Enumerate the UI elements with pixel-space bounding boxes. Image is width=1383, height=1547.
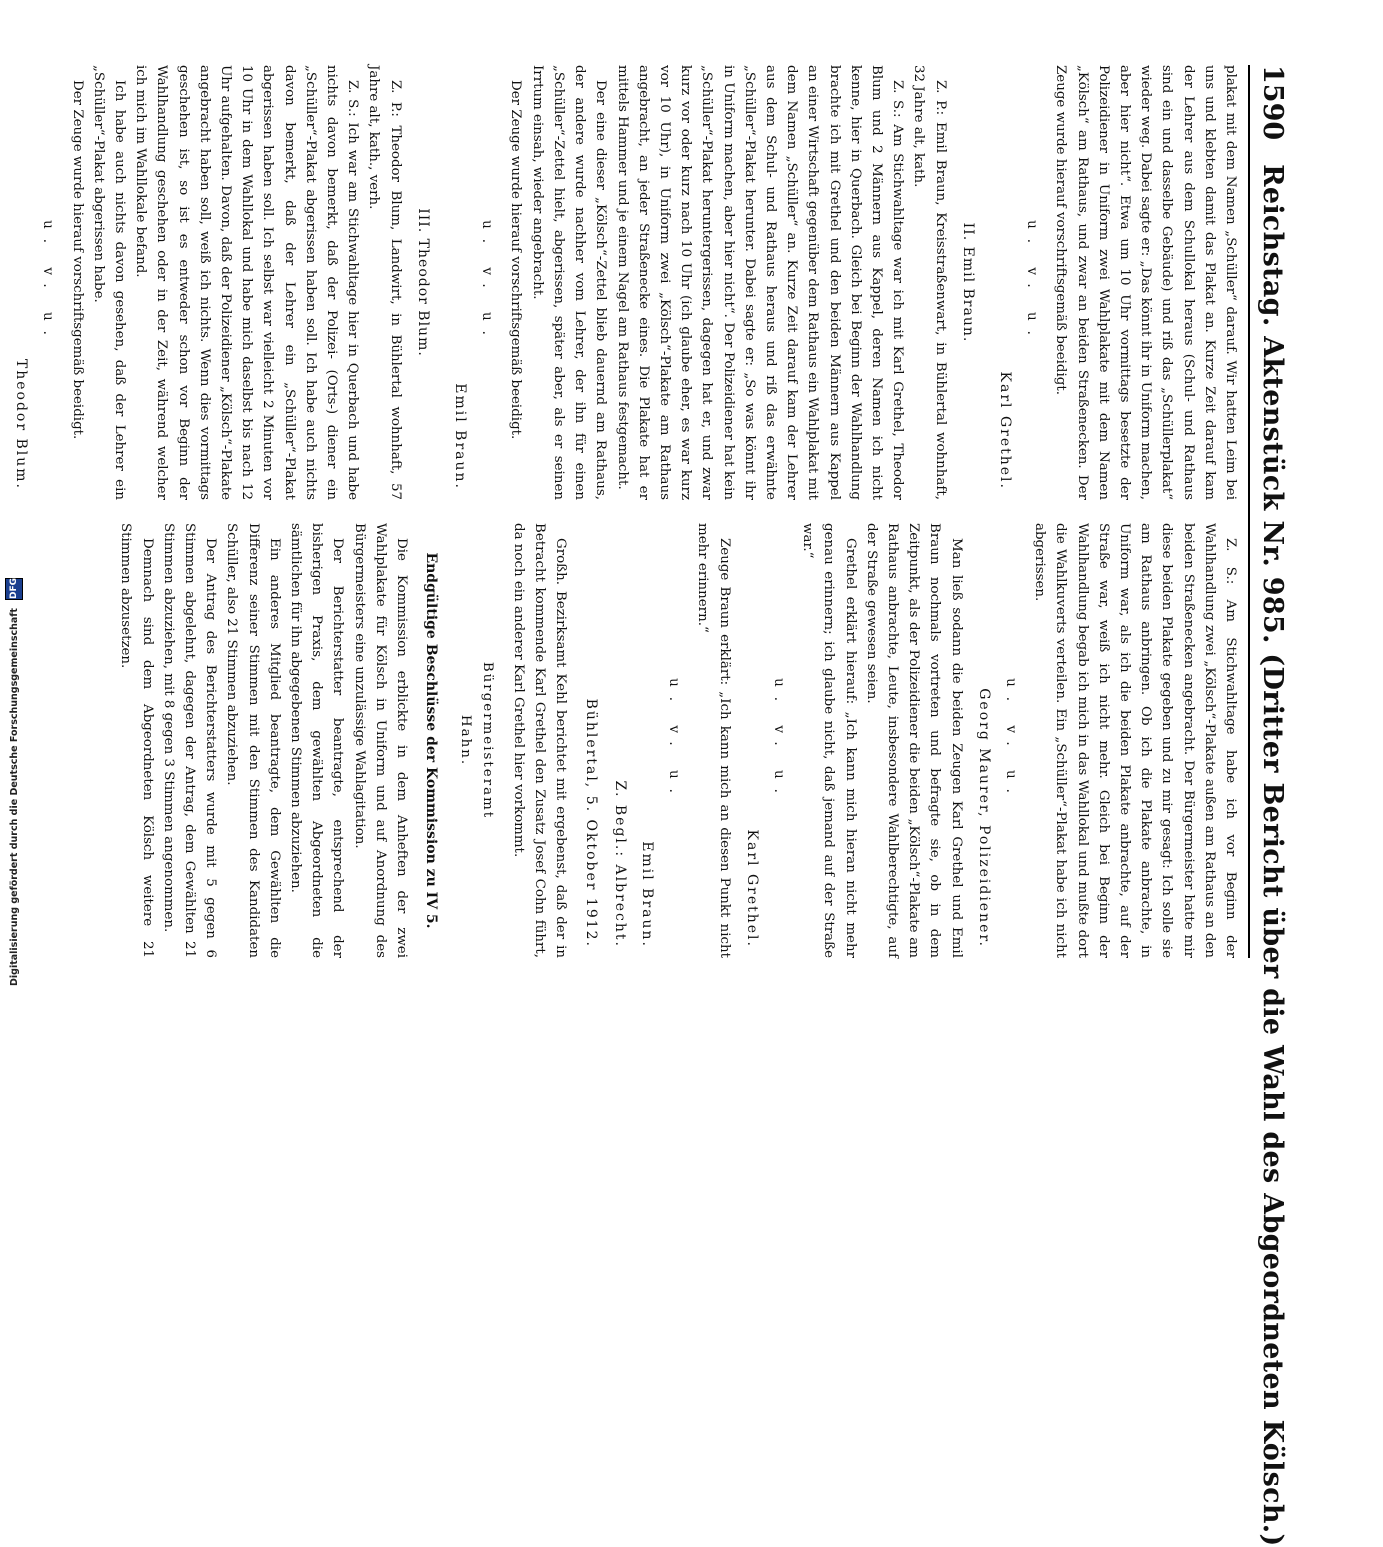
paragraph: plakat mit dem Namen „Schüller“ darauf. Wir hatten Leim bei uns und klebten damit das Plakat an. Kurze Zeit darauf kam der Lehrer aus dem Schullokal heraus (Schul- und Rathaus sind ein und dasselbe Gebäude) und riß das „Schüllerplakat“ wieder weg. Dabei sagte er: „Das könnt ihr in Uniform machen, aber hier nicht“. Etwa um 10 Uhr vormittags besetzte der Polizeidiener in Uniform zwei Wahlplakate mit dem Namen „Kölsch“ am Rathaus, und zwar an beiden Straßenecken. Der Zeuge wurde hierauf vorschriftsgemäß beeidigt. <box>1053 65 1238 500</box>
paragraph: Der Zeuge wurde hierauf vorschriftsgemäß beeidigt. <box>508 80 524 440</box>
paragraph: Zeuge Braun erklärt: „Ich kann mich an diesen Punkt nicht mehr erinnern.“ <box>695 523 732 958</box>
page-header <box>1255 65 1291 1547</box>
footer-credit-strip <box>0 0 30 1000</box>
witness-signature: Karl Grethel. <box>743 829 760 948</box>
paragraph: Z. P.: Emil Braun, Kreisstraßenwart, in Bühlertal wohnhaft, 32 Jahre alt, kath. <box>911 65 948 500</box>
paragraph: Ein anderes Mitglied beantragte, dem Gewählten die Differenz seiner Stimmen mit den Stimmen des Kandidaten Schüller, also 21 Stimmen abzuziehen. <box>224 523 282 958</box>
header-rule <box>1248 65 1250 958</box>
paragraph: Z. S.: Am Stichwahltage habe ich vor Beginn der Wahlhandlung zwei „Kölsch“-Plakate außen am Rathaus an den beiden Straßenecken angebracht. Der Bürgermeister hatte mir diese beiden Plakate gegeben und zu mir gesagt: Ich solle sie am Rathaus anbringen. Ob ich die Plakate anbrachte, in Uniform war, als ich die beiden Plakate anbrachte, auf der Straße war, weiß ich nicht mehr. Gleich bei Beginn der Wahlhandlung begab ich mich in das Wahllokal und mußte dort die Wahlkuverts verteilen. Ein „Schüller“-Plakat habe ich nicht abgerissen. <box>1032 523 1238 958</box>
office-name: Bürgermeisteramt <box>479 661 495 820</box>
paragraph: Die Kommission erblickte in dem Anheften der zwei Wahlplakate für Kölsch in Uniform und auf Anordnung des Bürgermeisters eine unzulässige Wahlagitation. <box>351 523 410 958</box>
witness-signature: Karl Grethel. <box>996 371 1013 490</box>
certification-signature: Z. Begl.: Albrecht. <box>611 780 628 948</box>
paragraph: Z. S.: Ich war am Stichwahltage hier in Querbach und habe nichts davon bemerkt, daß der Polizei- (Orts-) diener ein „Schüller“-Plakat abgerissen haben soll. Ich habe auch nichts davon bemerkt, daß der Lehrer ein „Schüller“-Plakat abgerissen haben soll. Ich selbst war vielleicht 2 Minuten vor 10 Uhr in dem Wahllokal und habe mich daselbst bis nach 12 Uhr aufgehalten. Davon, daß der Polizeidiener „Kölsch“-Plakate angebracht haben soll, weiß ich nichts. Wenn dies vormittags geschehen ist, so ist es entweder schon vor Beginn der Wahlhandlung geschehen oder in der Zeit, während welcher ich mich im Wahllokale befand. <box>133 65 361 500</box>
paragraph: Z. P.: Theodor Blum, Landwirt, in Bühlertal wohnhaft, 57 Jahre alt, kath., verh. <box>366 65 403 500</box>
funding-credit-text: Digitalisierung gefördert durch die Deutsche Forschungsgemeinschaft <box>8 608 20 986</box>
witness-signature: Emil Braun. <box>452 383 469 490</box>
witness-signature: Emil Braun. <box>638 841 655 948</box>
signature-formula: u. v. u. <box>479 220 496 345</box>
section-heading: II. Emil Braun. <box>959 222 976 343</box>
section-heading-bold: Endgültige Beschlüsse der Kommission zu IV 5. <box>423 552 440 929</box>
dfg-logo-icon: DFG <box>5 578 23 600</box>
right-column <box>118 523 1241 958</box>
left-column <box>13 65 1241 500</box>
page-number: 1590 <box>1257 65 1289 141</box>
dateline: Bühlertal, 5. Oktober 1912. <box>582 698 599 948</box>
paragraph: Der Berichterstatter beantragte, entsprechend der bisherigen Praxis, dem gewählten Abgeordneten die sämtlichen für ihn abgegebenen Stimmen abzuziehen. <box>288 523 346 958</box>
paragraph: Z. S.: Am Stichwahltage war ich mit Karl Grethel, Theodor Blum und 2 Männern aus Kappel, deren Namen ich nicht kenne, hier in Querbach. Gleich bei Beginn der Wahlhandlung brachte ich mit Grethel und den beiden Männern aus Kappel an einer Wirtschaft gegenüber dem Rathaus ein Wahlplakat mit dem Namen „Schüller“ an. Kurze Zeit darauf kam der Lehrer aus dem Schul- und Rathaus heraus und riß das erwähnte „Schüller“-Plakat herunter. Dabei sagte er: „So was könnt ihr in Uniform machen, aber hier nicht“. Der Polizeidiener hat kein „Schüller“-Plakat heruntergerissen, dagegen hat er, und zwar kurz vor oder kurz nach 10 Uhr (ich glaube eher, es war kurz vor 10 Uhr), in Uniform zwei „Kölsch“-Plakate am Rathaus angebracht, an jeder Straßenecke eines. Die Plakate hat er mittels Hammer und je einem Nagel am Rathaus festgemacht. <box>614 65 906 500</box>
signature-formula: u. v. u. <box>770 678 787 803</box>
paragraph: Der Antrag des Berichterstatters wurde mit 5 gegen 6 Stimmen abgelehnt, dagegen der Antrag, dem Gewählten 21 Stimmen abzuziehen, mit 8 gegen 3 Stimmen angenommen. <box>160 523 219 958</box>
signature-formula: u. v. u. <box>1002 678 1019 803</box>
paragraph: Man ließ sodann die beiden Zeugen Karl Grethel und Emil Braun nochmals vortreten und befragte sie, ob in dem Zeitpunkt, als der Polizeidiener die beiden „Kölsch“-Plakate am Rathaus anbrachte, Leute, insbesondere Wahlberechtigte, auf der Straße gewesen seien. <box>863 523 964 958</box>
section-heading: III. Theodor Blum. <box>414 208 431 357</box>
witness-signature: Georg Maurer, Polizeidiener. <box>975 688 992 948</box>
signature-formula: u. v. u. <box>40 220 57 345</box>
paragraph: Grethel erklärt hierauf: „Ich kann mich hieran nicht mehr genau erinnern; ich glaube nicht, daß jemand auf der Straße war.“ <box>800 523 858 958</box>
paragraph: Ich habe auch nichts davon gesehen, daß der Lehrer ein „Schüller“-Plakat abgerissen habe. <box>90 65 128 500</box>
funding-credit <box>3 0 25 986</box>
running-title: Reichstag. Aktenstück Nr. 985. (Dritter Bericht über die Wahl des Abgeordneten Kölsch.) <box>1257 164 1289 1547</box>
paragraph: Demnach sind dem Abgeordneten Kölsch weitere 21 Stimmen abzusetzen. <box>118 523 155 958</box>
paragraph: Der Zeuge wurde hierauf vorschriftsgemäß beeidigt. <box>69 80 85 440</box>
office-signature: Hahn. <box>458 714 474 767</box>
signature-formula: u. v. u. <box>1024 220 1041 345</box>
witness-signature: Theodor Blum. <box>13 358 30 490</box>
paragraph: Großh. Bezirksamt Kehl berichtet mit ergebenst, daß der in Betracht kommende Karl Grethel den Zusatz Josef Cohn führt, da noch ein anderer Karl Grethel hier vorkommt. <box>510 523 569 958</box>
paragraph: Der eine dieser „Kölsch“-Zettel blieb dauernd am Rathaus, der andere wurde nachher vom Lehrer, der ihn für einen „Schüller“-Zettel hielt, abgerissen, später aber, als er seinen Irrtum einsah, wieder angebracht. <box>529 65 609 500</box>
signature-formula: u. v. u. <box>666 678 683 803</box>
